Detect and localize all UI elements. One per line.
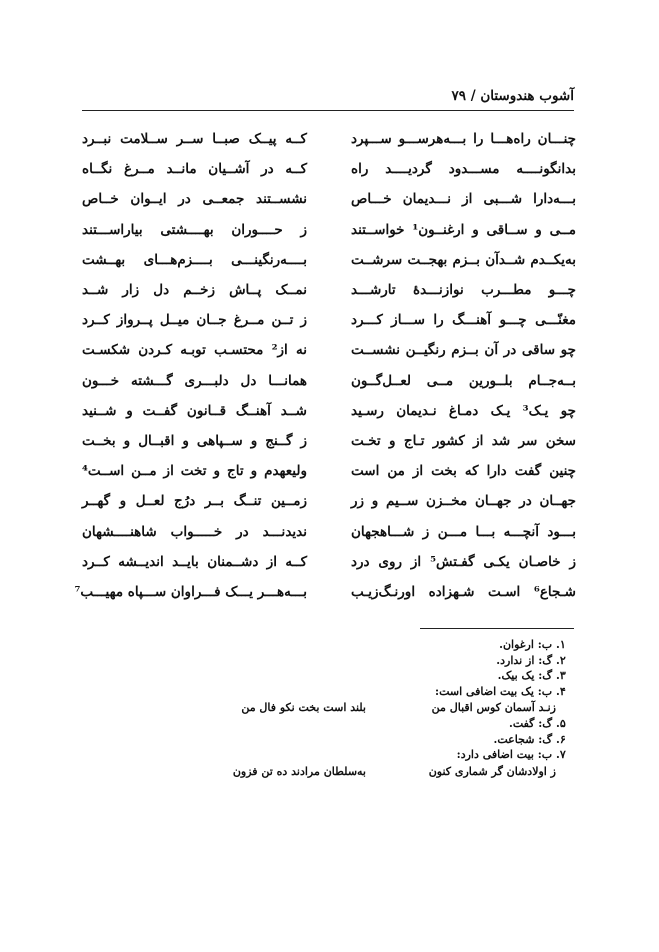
first-hemistich: چـــو مطـــرب نوازنـــدهٔ تارشـــد xyxy=(351,282,576,299)
first-hemistich: به‌یکــدم شــدآن بــزم بهجــت سرشــت xyxy=(351,251,576,268)
footnote-number: ۲. xyxy=(556,653,566,667)
footnote xyxy=(82,653,574,669)
footnote xyxy=(82,716,574,732)
header-divider xyxy=(82,110,574,111)
couplet xyxy=(82,154,576,184)
couplet xyxy=(82,426,576,456)
footnote xyxy=(82,684,574,700)
couplet xyxy=(82,215,576,245)
second-hemistich: نشســتند جمعــی در ایــوان خــاص xyxy=(82,191,307,208)
second-hemistich: کــه در آشــیان مانــد مــرغ نگــاه xyxy=(82,161,307,178)
footnote-number: ۷. xyxy=(556,748,566,761)
first-hemistich: چنـــان راه‌هـــا را بـــه‌هرســـو ســـپرد xyxy=(351,131,576,148)
footnote xyxy=(82,747,574,763)
footnote-verse-first: ز اولادشان گر شماری کنون xyxy=(428,764,556,778)
second-hemistich: بــــه‌رنگینـــی بــــزم‌هـــای بهــشت xyxy=(82,251,307,268)
footnote-verse-first: زنـد آسمان کوس اقبال من xyxy=(431,701,556,714)
footnote-text: گ: از ندارد. xyxy=(496,653,553,667)
first-hemistich: سخن سر شد از کشور تـاج و تخـت xyxy=(351,432,576,449)
couplet xyxy=(82,335,576,365)
footnote-text: ب: یک بیت اضافی است: xyxy=(435,684,553,698)
second-hemistich: ندیدنـــد در خـــــواب شاهنــــشهان xyxy=(82,523,307,540)
first-hemistich: بــه‌جــام بلــورین مــی لعــل‌گــون xyxy=(351,372,576,389)
page-header-title: آشوب هندوستان / ۷۹ xyxy=(451,88,574,104)
couplet xyxy=(82,305,576,335)
footnote-number: ۶. xyxy=(556,732,566,746)
first-hemistich: بـــود آنچـــه بـــا مـــن ز شـــاهجهان xyxy=(351,523,576,540)
second-hemistich: ز گــنج و ســپاهی و اقبــال و بخــت xyxy=(82,432,307,449)
footnote-text: گ: شجاعت. xyxy=(493,732,553,746)
couplet xyxy=(82,184,576,214)
couplet xyxy=(82,486,576,516)
footnote xyxy=(82,637,574,653)
footnotes-section xyxy=(82,637,574,780)
first-hemistich: شـجاع⁶ اسـت شـهزاده اورنـگ‌زیـب xyxy=(351,583,576,600)
first-hemistich: ز خاصـان یکـی گفـتش⁵ از روی درد xyxy=(351,553,576,570)
first-hemistich: چو یـک³ یـک دمـاغ نـدیمان رسـید xyxy=(351,402,576,419)
second-hemistich: ز تــن مــرغ جــان میــل پــرواز کــرد xyxy=(82,312,307,329)
first-hemistich: بدانگونــــه مســـدود گردیــــد راه xyxy=(351,161,576,178)
footnote-verse xyxy=(82,699,574,716)
footnote-number: ۳. xyxy=(556,669,566,682)
first-hemistich: چنین گفت دارا که بخت از من است xyxy=(351,463,576,480)
second-hemistich: کــه از دشــمنان بایــد اندیــشه کــرد xyxy=(82,553,307,570)
second-hemistich: نمــک پــاش زخــم دل زار شــد xyxy=(82,282,307,299)
first-hemistich: مــی و ســاقی و ارغنــون¹ خواســتند xyxy=(351,221,576,238)
couplet xyxy=(82,275,576,305)
footnote-number: ۱. xyxy=(556,638,566,651)
footnote-text: گ: یک بیک. xyxy=(497,669,553,682)
couplet xyxy=(74,577,576,607)
footnote xyxy=(82,732,574,748)
couplet xyxy=(82,456,576,486)
footnote-verse xyxy=(82,763,574,780)
first-hemistich: چو ساقی در آن بــزم رنگیــن نشســت xyxy=(351,342,576,359)
footnote xyxy=(82,668,574,684)
footnote-text: ب: بیت اضافی دارد: xyxy=(456,748,553,761)
second-hemistich: شــد آهنــگ قــانون گفــت و شــنید xyxy=(82,402,307,419)
footnote-divider xyxy=(420,628,574,629)
footnote-verse-second: بلند است بخت نکو فال من xyxy=(241,701,366,714)
second-hemistich: کــه پیــک صبــا ســر ســلامت نبــرد xyxy=(82,131,307,148)
first-hemistich: بـــه‌دارا شـــبی از نـــدیمان خـــاص xyxy=(351,191,576,208)
couplet xyxy=(82,124,576,154)
second-hemistich: بـــه‌هـــر یـــک فـــراوان ســـپاه مهیـــب⁷ xyxy=(74,583,307,600)
footnote-text: ب: ارغوان. xyxy=(499,638,553,651)
second-hemistich: نه از² محتسـب توبـه کـردن شکسـت xyxy=(82,342,307,359)
couplet xyxy=(82,396,576,426)
second-hemistich: ولیعهدم و تاج و تخت از مــن اســت⁴ xyxy=(82,463,307,480)
first-hemistich: جهــان در جهــان مخــزن ســیم و زر xyxy=(351,493,576,510)
couplet xyxy=(82,245,576,275)
second-hemistich: ز حــــوران بهــــشتی بیاراســـتند xyxy=(82,221,307,238)
footnote-number: ۵. xyxy=(556,717,566,730)
poem-body xyxy=(74,124,576,607)
second-hemistich: همانـــا دل دلبـــری گـــشته خـــون xyxy=(82,372,307,389)
second-hemistich: زمــین تنــگ بــر درُج لعــل و گهــر xyxy=(82,493,307,510)
couplet xyxy=(82,516,576,546)
footnote-verse-second: به‌سلطان مرادند ده تن فزون xyxy=(232,764,366,778)
couplet xyxy=(82,366,576,396)
first-hemistich: مغنّـــی چـــو آهنـــگ را ســـاز کـــرد xyxy=(351,312,576,329)
footnote-number: ۴. xyxy=(556,684,566,698)
footnote-text: گ: گفت. xyxy=(508,717,553,730)
couplet xyxy=(82,547,576,577)
